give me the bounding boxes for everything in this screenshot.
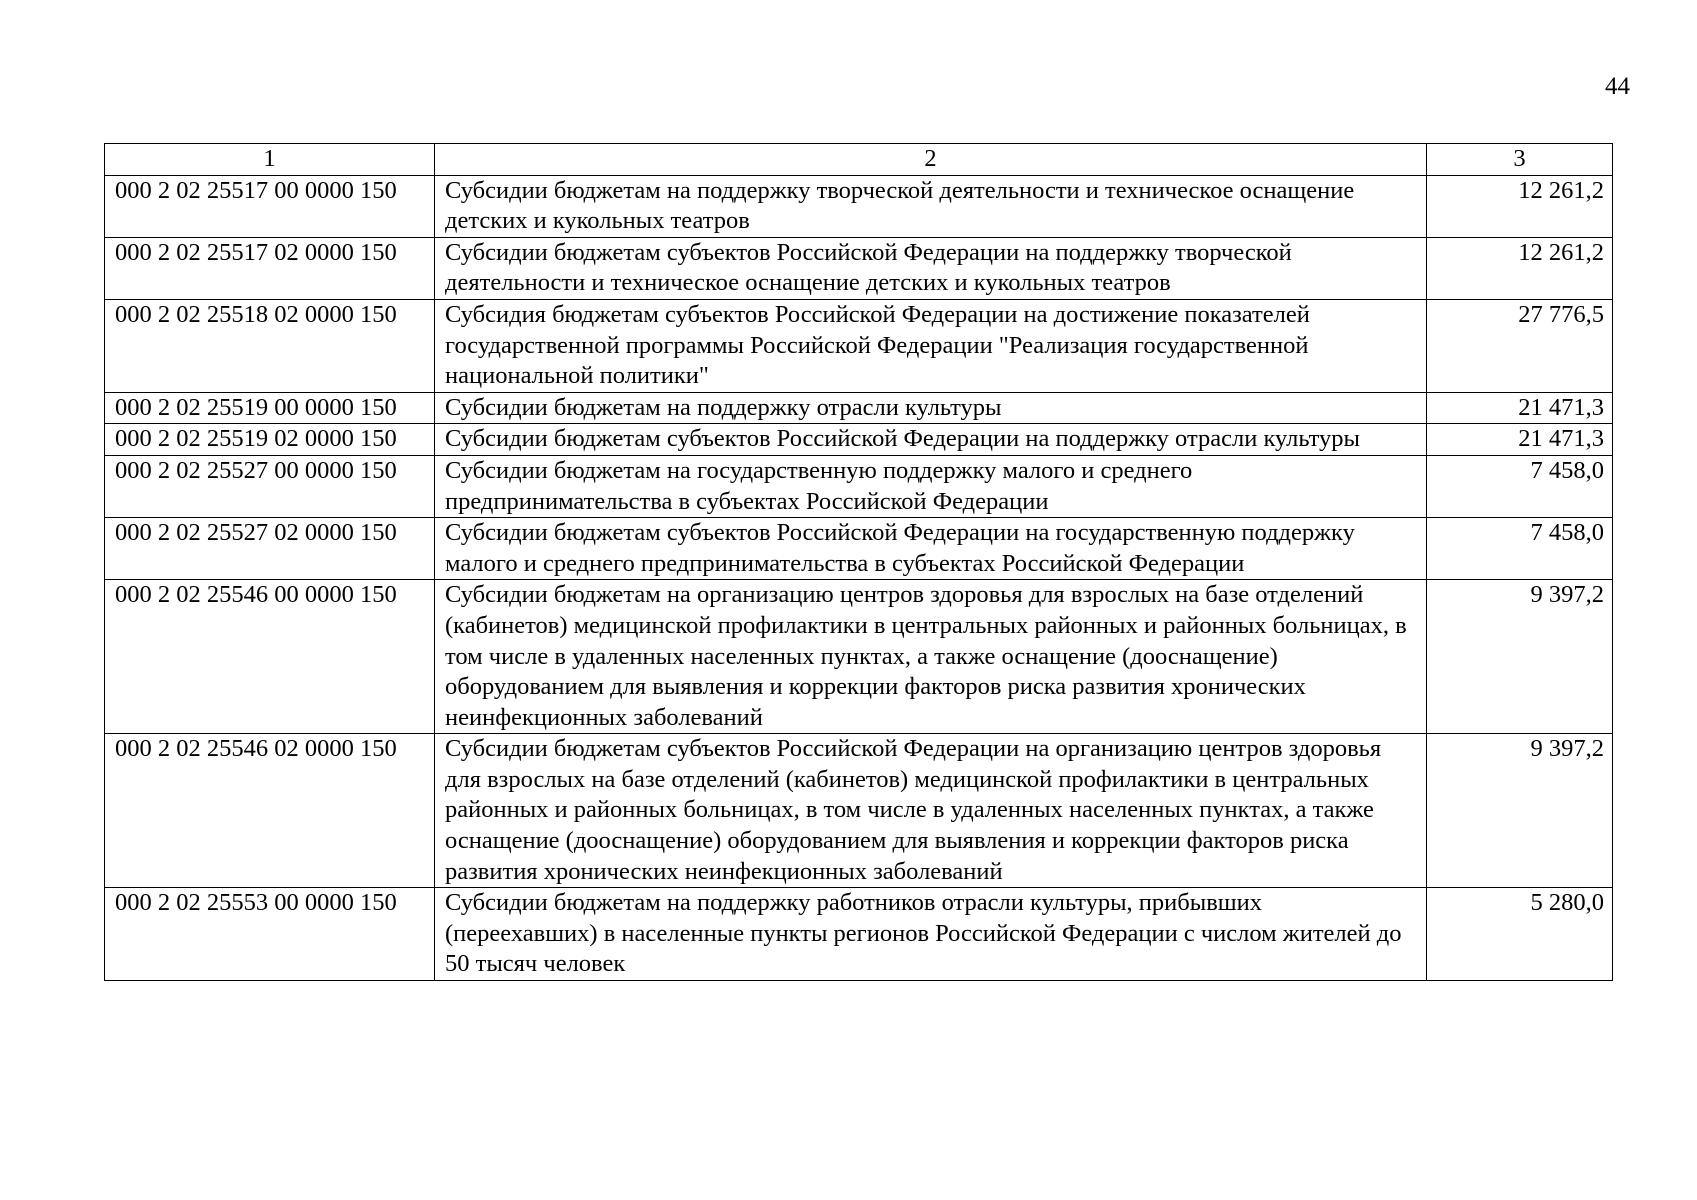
amount-cell: 12 261,2 (1427, 175, 1613, 237)
table-row (105, 580, 1613, 734)
amount-cell: 5 280,0 (1427, 888, 1613, 981)
name-cell: Субсидии бюджетам субъектов Российской Федерации на государственную поддержку малого и среднего предпринимательства в субъектах Российской Федерации (435, 518, 1427, 580)
name-cell: Субсидии бюджетам субъектов Российской Федерации на организацию центров здоровья для взрослых на базе отделений (кабинетов) медицинской профилактики в центральных районных и районных больницах, в том числе в удаленных населенных пунктах, а также оснащение (дооснащение) оборудованием для выявления и коррекции факторов риска развития хронических неинфекционных заболеваний (435, 734, 1427, 888)
amount-cell: 27 776,5 (1427, 299, 1613, 392)
code-cell: 000 2 02 25546 02 0000 150 (105, 734, 435, 888)
table-row (105, 392, 1613, 424)
name-cell: Субсидии бюджетам субъектов Российской Федерации на поддержку отрасли культуры (435, 424, 1427, 456)
table-row (105, 888, 1613, 981)
code-cell: 000 2 02 25517 02 0000 150 (105, 237, 435, 299)
code-cell: 000 2 02 25527 02 0000 150 (105, 518, 435, 580)
name-cell: Субсидии бюджетам на поддержку творческой деятельности и техническое оснащение детских и кукольных театров (435, 175, 1427, 237)
table-header-row (105, 144, 1613, 176)
table-row (105, 175, 1613, 237)
code-cell: 000 2 02 25519 00 0000 150 (105, 392, 435, 424)
code-cell: 000 2 02 25518 02 0000 150 (105, 299, 435, 392)
name-cell: Субсидии бюджетам на государственную поддержку малого и среднего предпринимательства в субъектах Российской Федерации (435, 455, 1427, 517)
table-row (105, 734, 1613, 888)
code-cell: 000 2 02 25546 00 0000 150 (105, 580, 435, 734)
code-cell: 000 2 02 25517 00 0000 150 (105, 175, 435, 237)
header-cell-code: 1 (105, 144, 435, 176)
amount-cell: 21 471,3 (1427, 424, 1613, 456)
amount-cell: 9 397,2 (1427, 580, 1613, 734)
code-cell: 000 2 02 25527 00 0000 150 (105, 455, 435, 517)
code-cell: 000 2 02 25519 02 0000 150 (105, 424, 435, 456)
code-cell: 000 2 02 25553 00 0000 150 (105, 888, 435, 981)
name-cell: Субсидии бюджетам на организацию центров здоровья для взрослых на базе отделений (кабинетов) медицинской профилактики в центральных районных и районных больницах, в том числе в удаленных населенных пунктах, а также оснащение (дооснащение) оборудованием для выявления и коррекции факторов риска развития хронических неинфекционных заболеваний (435, 580, 1427, 734)
table-row (105, 518, 1613, 580)
table-row (105, 299, 1613, 392)
amount-cell: 12 261,2 (1427, 237, 1613, 299)
name-cell: Субсидия бюджетам субъектов Российской Федерации на достижение показателей государственной программы Российской Федерации "Реализация государственной национальной политики" (435, 299, 1427, 392)
name-cell: Субсидии бюджетам на поддержку отрасли культуры (435, 392, 1427, 424)
name-cell: Субсидии бюджетам на поддержку работников отрасли культуры, прибывших (переехавших) в населенные пункты регионов Российской Федерации с числом жителей до 50 тысяч человек (435, 888, 1427, 981)
table-row (105, 237, 1613, 299)
amount-cell: 21 471,3 (1427, 392, 1613, 424)
header-cell-amount: 3 (1427, 144, 1613, 176)
amount-cell: 7 458,0 (1427, 518, 1613, 580)
amount-cell: 7 458,0 (1427, 455, 1613, 517)
page-number: 44 (1605, 73, 1630, 100)
budget-table (104, 143, 1613, 981)
header-cell-name: 2 (435, 144, 1427, 176)
table-row (105, 455, 1613, 517)
table-row (105, 424, 1613, 456)
name-cell: Субсидии бюджетам субъектов Российской Федерации на поддержку творческой деятельности и техническое оснащение детских и кукольных театров (435, 237, 1427, 299)
amount-cell: 9 397,2 (1427, 734, 1613, 888)
